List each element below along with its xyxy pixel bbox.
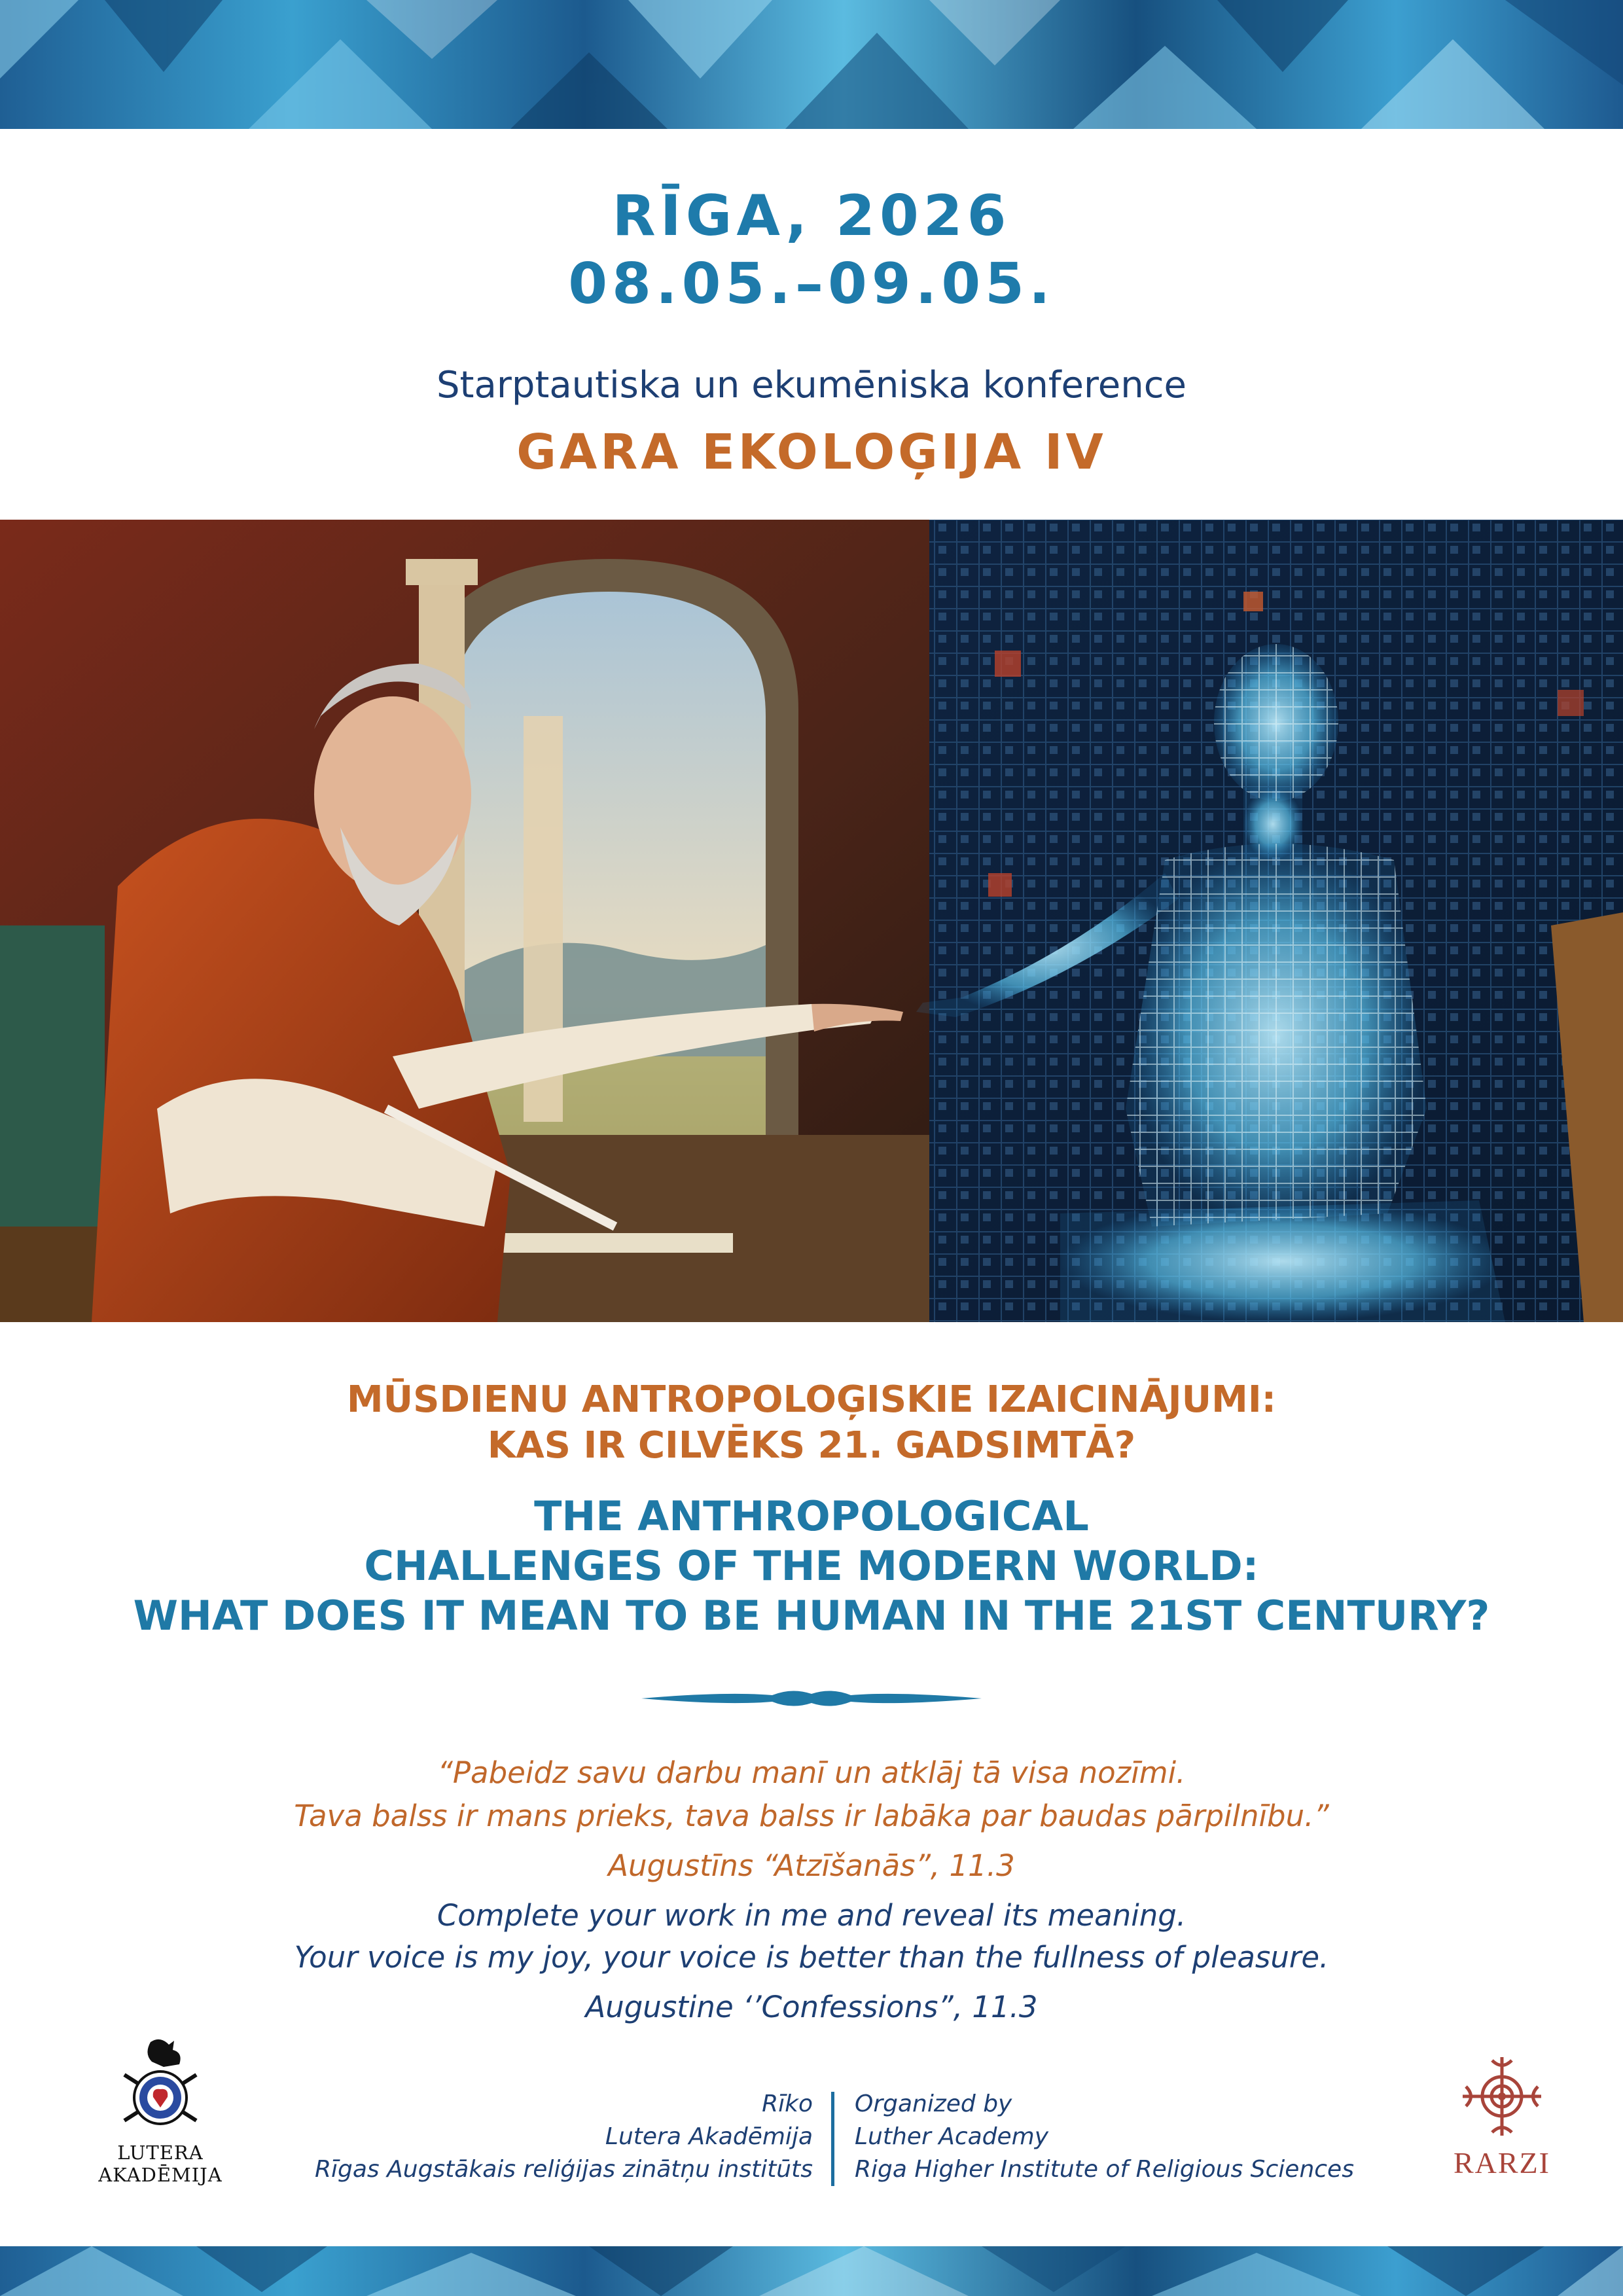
lutera-akademija-logo [59, 2036, 262, 2186]
organizers-lv-label: Rīko [762, 2090, 813, 2117]
organizers-lv [315, 2088, 813, 2186]
organizers-lv-org1: Lutera Akadēmija [605, 2123, 813, 2150]
rarzi-logo-text: RARZI [1454, 2146, 1550, 2179]
quote-lv-source: Augustīns “Atzīšanās”, 11.3 [608, 1848, 1015, 1883]
title-en-line1: THE ANTHROPOLOGICAL [534, 1492, 1089, 1540]
organizers-en [855, 2088, 1354, 2186]
title-lv-line2: KAS IR CILVĒKS 21. GADSIMTĀ? [487, 1424, 1136, 1467]
quote-en-line2: Your voice is my joy, your voice is better than the fullness of pleasure. [294, 1940, 1329, 1975]
organizers-en-label: Organized by [855, 2090, 1012, 2117]
quote-en-line1: Complete your work in me and reveal its meaning. [437, 1898, 1186, 1933]
rarzi-logo [1440, 2054, 1564, 2180]
luther-rose-icon [111, 2036, 209, 2134]
conference-name: GARA EKOLOĢIJA IV [516, 424, 1107, 480]
rarzi-emblem-icon [1459, 2054, 1544, 2139]
quote-lv-line1: “Pabeidz savu darbu manī un atklāj tā visa nozīmi. [437, 1755, 1186, 1790]
city-year: RĪGA, 2026 [612, 183, 1011, 249]
conference-subtitle: Starptautiska un ekumēniska konference [437, 364, 1186, 406]
ornamental-divider [0, 1682, 1623, 1717]
organizers-divider [831, 2092, 834, 2186]
bottom-decorative-band [0, 2246, 1623, 2296]
top-decorative-band [0, 0, 1623, 129]
hero-illustration [0, 520, 1623, 1322]
date-range: 08.05.–09.05. [568, 251, 1055, 317]
title-lv-line1: MŪSDIENU ANTROPOLOĢISKIE IZAICINĀJUMI: [346, 1378, 1277, 1421]
organizers-en-org1: Luther Academy [855, 2123, 1049, 2150]
organizers-en-org2: Riga Higher Institute of Religious Sciences [855, 2156, 1354, 2183]
title-en-line3: WHAT DOES IT MEAN TO BE HUMAN IN THE 21ST CENTURY? [133, 1592, 1490, 1640]
organizers-lv-org2: Rīgas Augstākais reliģijas zinātņu institūts [315, 2156, 813, 2183]
quote-en-source: Augustine ‘’Confessions”, 11.3 [585, 1990, 1038, 2024]
lutera-akademija-logo-text: LUTERA AKADĒMIJA [98, 2142, 223, 2186]
title-en-line2: CHALLENGES OF THE MODERN WORLD: [364, 1542, 1259, 1590]
quote-lv-line2: Tava balss ir mans prieks, tava balss ir labāka par baudas pārpilnību.” [294, 1799, 1329, 1833]
